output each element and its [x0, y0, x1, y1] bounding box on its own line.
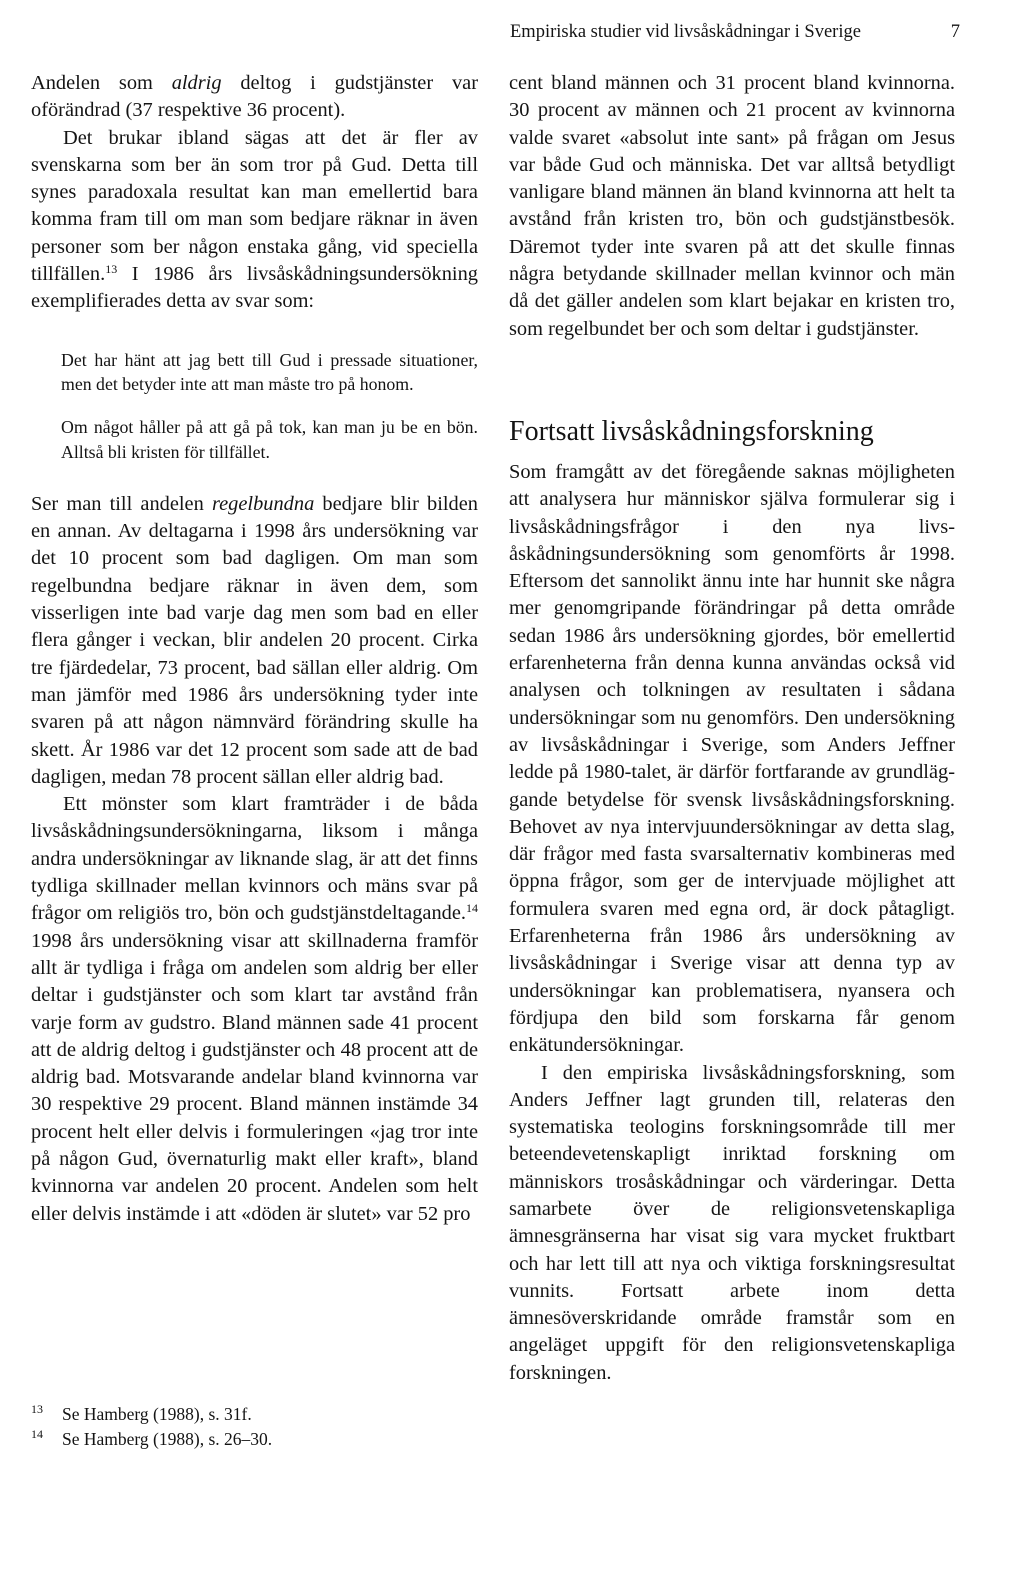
left-column — [31, 70, 478, 1228]
left-paragraph-3 — [31, 491, 478, 791]
left-paragraph-1 — [31, 70, 478, 125]
running-title: Empiriska studier vid livsåskådningar i Sverige — [510, 22, 861, 42]
footnote-text: Se Hamberg (1988), s. 26–30. — [62, 1429, 273, 1449]
emphasis: regelbundna — [211, 492, 315, 515]
right-paragraph-2: Som framgått av det föregående saknas möjligheten att analysera hur människor själva formulerar sig i livsåskådningsfrågor i den nya livsåskådningsundersökning som genomförts år 1998. Eftersom det sannolikt ännu inte har hunnit ske några mer genomgripande förändringar på detta område sedan 1986 års undersökning gjordes, bör emellertid erfarenheterna från denna kunna användas också vid analysen och tolkningen av resultaten i sådana undersökningar som nu genomförs. Den undersökning av livsåskådningar i Sverige, som Anders Jeffner ledde på 1980-talet, är därför fortfarande av grundläggande betydelse för svensk livsåskådningsforskning. Behovet av nya intervjuundersökningar av detta slag, där frågor med fasta svarsalternativ kombineras med öppna frågor, som ger de intervjuade möjlighet att formulera svaren med egna ord, är dock påtagligt. Erfarenheterna från 1986 års undersökning av livsåskådningar i Sverige visar att denna typ av undersökningar kan problematisera, nyansera och fördjupa den bild som forskarna får genom enkätundersökningar. — [509, 460, 955, 1057]
footnote — [31, 1402, 478, 1427]
block-quote-2: Om något håller på att gå på tok, kan man ju be en bön. Alltså bli kristen för tillfället. — [61, 417, 478, 463]
footnote-ref-13: 13 — [105, 262, 118, 277]
section-heading: Fortsatt livsåskådningsforskning — [509, 415, 874, 447]
emphasis: aldrig — [171, 72, 222, 94]
text-run: bedjare blir bilden en annan. Av deltagarna i 1998 års undersökning var det 10 procent som bad dagligen. Om man som regelbundna bedjare räknar in även dem, som visserligen inte bad varje dag men som bad en eller flera gånger i veckan, blir andelen 20 procent. Cirka tre fjärdedelar, 73 procent, bad sällan eller aldrig. Om man jämför med 1986 års undersökning tyder inte svaren på att någon nämnvärd förändring skulle ha skett. År 1986 var det 12 procent som sade att de bad dagligen, medan 78 procent sällan eller aldrig bad. — [31, 492, 478, 788]
right-column — [509, 70, 955, 1387]
text-run: Ett mönster som klart framträder i de båda livsåskådningsundersökningarna, liksom i många andra undersökningar av liknande slag, är att det finns tydliga skillnader mellan kvinnors och mäns svar på frågor om religiös tro, bön och gudstjänstdeltagande. — [31, 793, 478, 925]
left-paragraph-4 — [31, 791, 478, 1228]
text-run: Andelen som — [31, 72, 172, 94]
footnotes — [31, 1402, 478, 1452]
footnote — [31, 1427, 478, 1452]
footnote-text: Se Hamberg (1988), s. 31f. — [62, 1404, 252, 1424]
text-run: 1998 års undersökning visar att skillnaderna framför allt är tydliga i fråga om andelen som aldrig ber eller deltar i gudstjänster och som klart tar avstånd från varje form av gudstro. Bland männen sade 41 procent att de aldrig deltog i gudstjänster och 48 procent att de aldrig bad. Motsvarande andelar bland kvinnorna var 30 respektive 29 procent. Bland männen instämde 34 procent helt eller delvis i formuleringen «jag tror inte på någon Gud, övernaturlig makt eller kraft», bland kvinnorna var andelen 20 procent. Andelen som helt eller delvis instämde i att «döden är slutet» var 52 pro — [31, 929, 478, 1225]
text-run: I 1986 års livsåskådningsundersökning exemplifierades detta av svar som: — [31, 263, 478, 313]
footnote-ref-14: 14 — [466, 901, 478, 916]
left-paragraph-2 — [31, 125, 478, 316]
page-number: 7 — [950, 22, 960, 42]
text-run: deltog i gudstjänster var oförändrad (37 respektive 36 procent). — [31, 72, 478, 122]
text-run: Det brukar ibland sägas att det är fler av svenskarna som ber än som tror på Gud. Detta till synes paradoxala resultat kan man emellertid bara komma fram till om man som bedjare räknar in även personer som ber någon enstaka gång, vid speciella tillfällen. — [31, 126, 478, 286]
right-paragraph-1: cent bland männen och 31 procent bland kvinnorna. 30 procent av männen och 21 procent av kvinnorna valde svaret «absolut inte sant» på frågan om Jesus var både Gud och människa. Det var alltså betydligt vanligare bland männen än bland kvinnorna att helt ta avstånd från kristen tro, bön och gudstjänstbesök. Däremot tyder inte svaren på att det skulle finnas några betydande skillnader mellan kvinnor och män då det gäller andelen som klart bejakar en kristen tro, som regelbundet ber och som deltar i gudstjänster. — [509, 72, 955, 340]
footnote-number: 13 — [31, 1402, 43, 1416]
right-paragraph-3: I den empiriska livsåskådningsforskning, som Anders Jeffner lagt grunden till, relateras den systematiska teologins forskningsområde till mer beteendevetenskapligt inriktad forskning om människors trosåskådningar och värderingar. Detta samarbete över de religionsvetenskapliga ämnesgränserna har visat sig vara mycket fruktbart och har lett till att nya och viktiga forskningsresultat vunnits. Fortsatt arbete inom detta ämnesöverskridande område framstår som en angeläget uppgift för den religionsvetenskapliga forskningen. — [509, 1061, 955, 1384]
running-head — [510, 20, 960, 44]
text-run: Ser man till andelen — [31, 492, 212, 515]
block-quote-1: Det har hänt att jag bett till Gud i pressade situationer, men det betyder inte att man måste tro på honom. — [61, 349, 478, 395]
footnote-number: 14 — [31, 1427, 43, 1441]
